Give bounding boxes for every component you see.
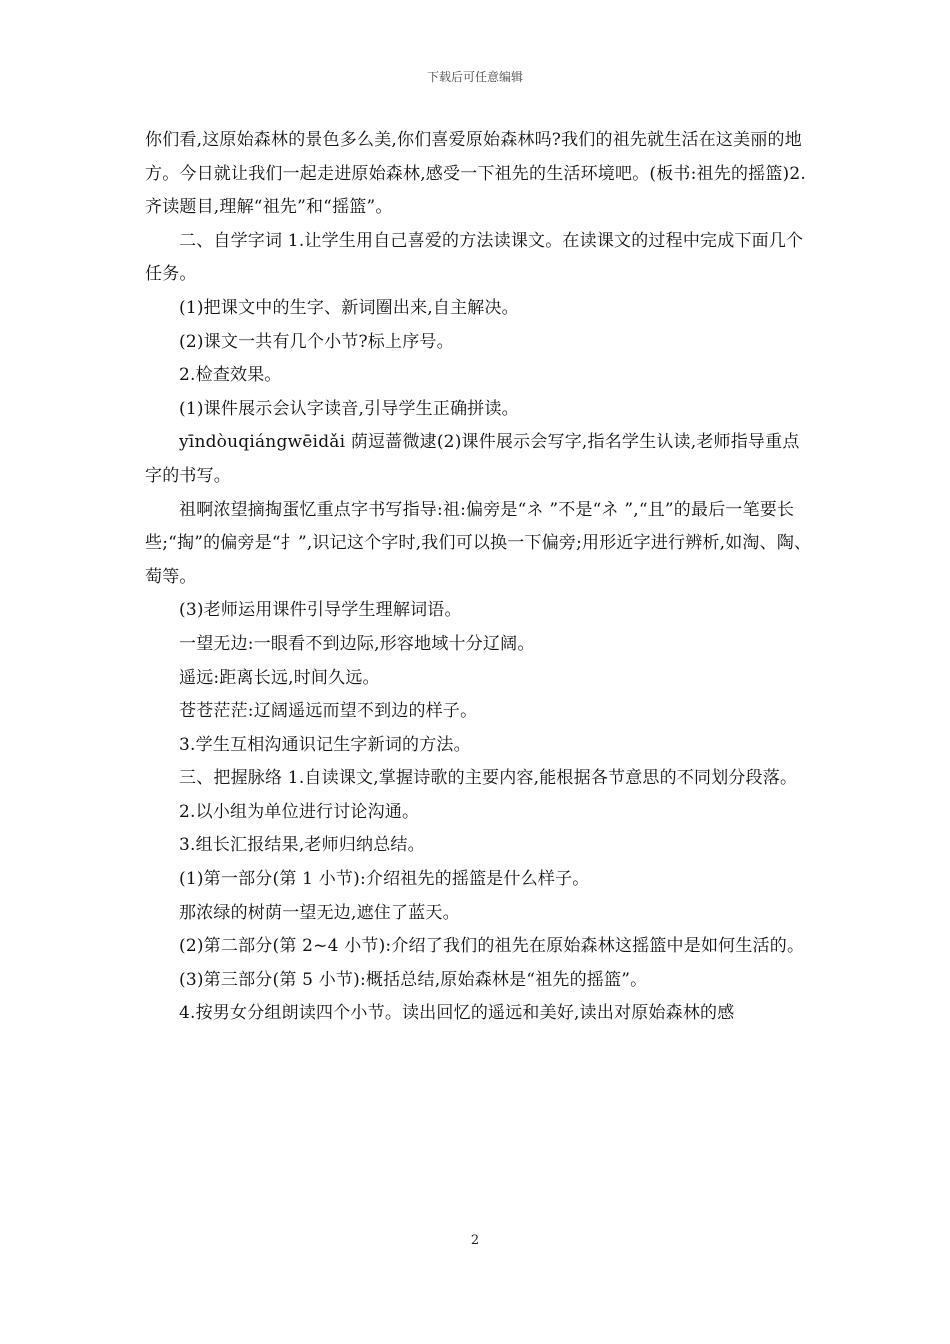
- paragraph: (1)课件展示会认字读音,引导学生正确拼读。: [179, 398, 519, 419]
- paragraph: (3)老师运用课件引导学生理解词语。: [179, 600, 462, 621]
- paragraph: 2.检查效果。: [179, 365, 282, 386]
- paragraph: 3.学生互相沟通识记生字新词的方法。: [179, 734, 471, 755]
- page-number: 2: [470, 1233, 480, 1248]
- paragraph: 2.以小组为单位进行讨论沟通。: [179, 801, 420, 822]
- paragraph: 一望无边:一眼看不到边际,形容地域十分辽阔。: [179, 633, 535, 654]
- paragraph: 4.按男女分组朗读四个小节。读出回忆的遥远和美好,读出对原始森林的感: [179, 1003, 735, 1024]
- paragraph: 那浓绿的树荫一望无边,遮住了蓝天。: [179, 902, 460, 923]
- document-body: [145, 124, 813, 1031]
- paragraph: 遥远:距离长远,时间久远。: [179, 667, 380, 688]
- paragraph: (1)第一部分(第 1 小节):介绍祖先的摇篮是什么样子。: [179, 869, 590, 890]
- paragraph: (3)第三部分(第 5 小节):概括总结,原始森林是“祖先的摇篮”。: [179, 969, 648, 990]
- paragraph: (2)第二部分(第 2~4 小节):介绍了我们的祖先在原始森林这摇篮中是如何生活的。: [179, 936, 805, 957]
- paragraph: 3.组长汇报结果,老师归纳总结。: [179, 835, 425, 856]
- paragraph: (2)课文一共有几个小节?标上序号。: [179, 331, 454, 352]
- page-header: 下载后可任意编辑: [426, 70, 523, 84]
- paragraph: 三、把握脉络 1.自读课文,掌握诗歌的主要内容,能根据各节意思的不同划分段落。: [179, 768, 798, 789]
- paragraph: 二、自学字词 1.让学生用自己喜爱的方法读课文。在读课文的过程中完成下面几个任务。: [145, 230, 804, 285]
- paragraph: 你们看,这原始森林的景色多么美,你们喜爱原始森林吗?我们的祖先就生活在这美丽的地方。今日就让我们一起走进原始森林,感受一下祖先的生活环境吧。(板书:祖先的摇篮)2.齐读题目,理解“祖先”和“摇篮”。: [145, 130, 807, 218]
- paragraph: 祖啊浓望摘掏蛋忆重点字书写指导:祖:偏旁是“ネ ”不是“ネ ”,“且”的最后一笔要长些;“掏”的偏旁是“扌”,识记这个字时,我们可以换一下偏旁;用形近字进行辨析,如淘、陶、萄等。: [145, 499, 812, 587]
- paragraph: (1)把课文中的生字、新词圈出来,自主解决。: [179, 297, 519, 318]
- paragraph: yīndòuqiángwēidǎi 荫逗蔷微逮(2)课件展示会写字,指名学生认读,老师指导重点字的书写。: [145, 432, 800, 486]
- paragraph: 苍苍茫茫:辽阔遥远而望不到边的样子。: [179, 701, 478, 722]
